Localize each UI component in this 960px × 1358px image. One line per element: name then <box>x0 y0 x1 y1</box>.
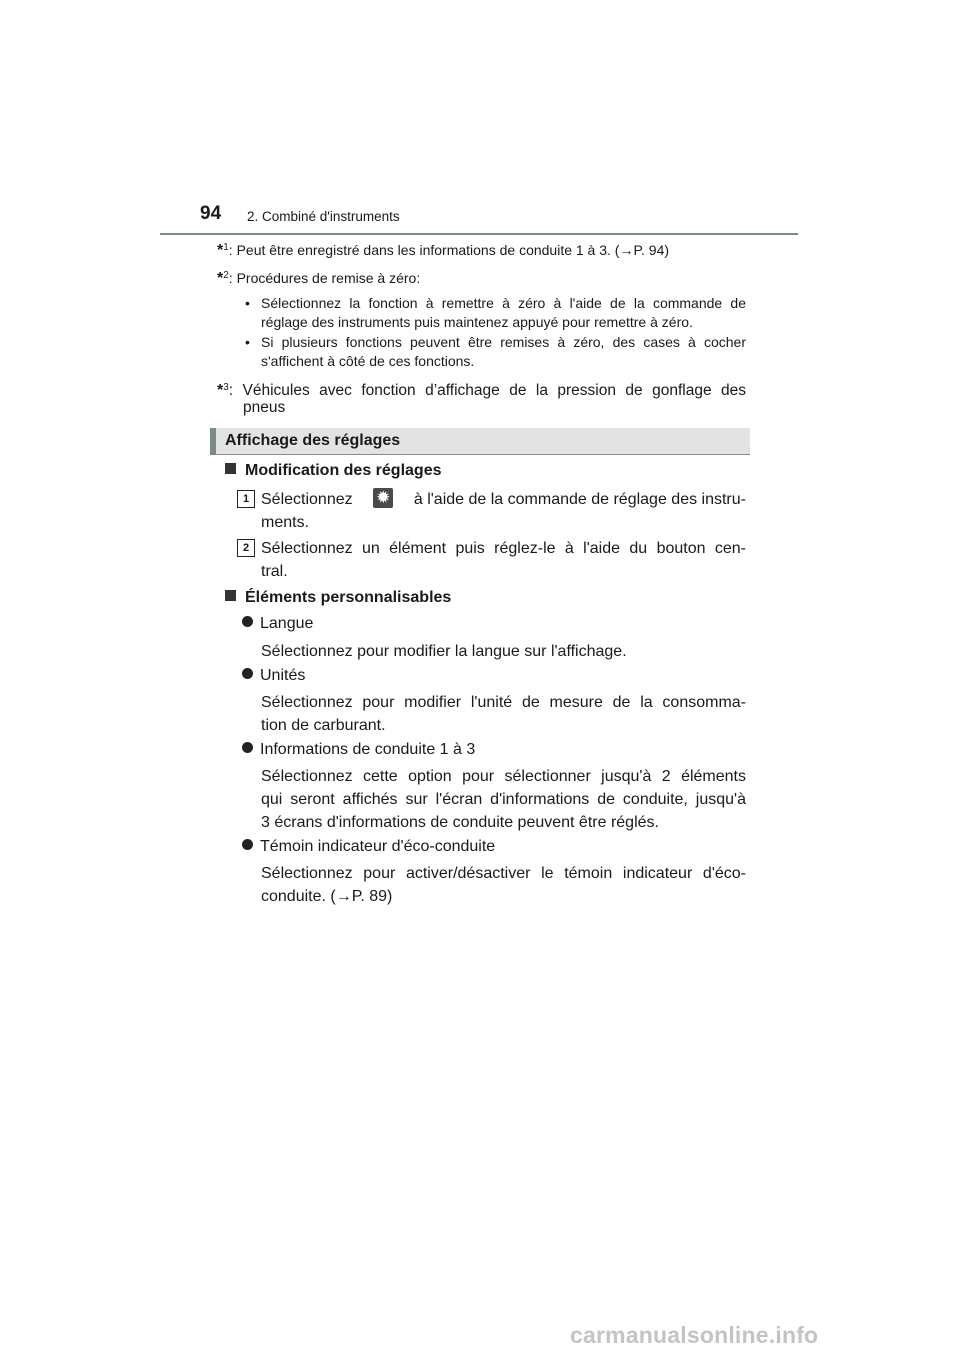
step-2-line2: tral. <box>261 563 288 580</box>
section-header: 2. Combiné d'instruments <box>247 209 400 224</box>
custom-item-desc: tion de carburant. <box>261 717 386 734</box>
reset-bullet-marker: • <box>245 334 250 350</box>
custom-item-desc: qui seront affichés sur l'écran d'informations de conduite, jusqu'à <box>261 791 746 808</box>
custom-item-title: Informations de conduite 1 à 3 <box>242 738 475 762</box>
section-title: Affichage des réglages <box>225 432 401 449</box>
footnote-2: *$^2$: Procédures de remise à zéro: <box>217 270 421 287</box>
custom-item-title: Unités <box>242 664 305 688</box>
step-2-line1: Sélectionnez un élément puis réglez-le à l'aide du bouton cen- <box>261 540 746 557</box>
watermark: carmanualsonline.info <box>570 1322 819 1348</box>
reset-bullet-2-line2: s'affichent à côté de ces fonctions. <box>261 353 475 369</box>
custom-item-desc: 3 écrans d'informations de conduite peuvent être réglés. <box>261 814 659 831</box>
custom-item-title: Témoin indicateur d'éco-conduite <box>242 835 495 859</box>
page-number: 94 <box>200 203 222 224</box>
footnote-3-line2: pneus <box>243 399 286 416</box>
custom-item-desc: Sélectionnez pour modifier la langue sur l'affichage. <box>261 643 627 660</box>
bullet-dot-icon <box>242 668 253 679</box>
section-title-bar <box>210 428 750 455</box>
footnote-1: *$^1$: Peut être enregistré dans les informations de conduite 1 à 3. (→P. 94) <box>217 242 670 259</box>
bullet-dot-icon <box>242 839 253 850</box>
bullet-dot-icon <box>242 742 253 753</box>
custom-item-desc: Sélectionnez pour activer/désactiver le témoin indicateur d'éco- <box>261 865 746 882</box>
reset-bullet-1-line2: réglage des instruments puis maintenez appuyé pour remettre à zéro. <box>261 314 693 330</box>
square-bullet-icon <box>225 463 236 474</box>
gear-icon: ✹ <box>373 488 393 508</box>
custom-item-title: Langue <box>242 612 313 636</box>
reset-bullet-2-line1: Si plusieurs fonctions peuvent être remises à zéro, des cases à cocher <box>261 334 746 350</box>
reset-bullet-1-line1: Sélectionnez la fonction à remettre à zéro à l'aide de la commande de <box>261 295 746 311</box>
custom-item-desc: Sélectionnez cette option pour sélectionner jusqu'à 2 éléments <box>261 768 746 785</box>
modification-heading: Modification des réglages <box>225 462 441 480</box>
square-bullet-icon <box>225 590 236 601</box>
section-accent <box>210 428 216 455</box>
reset-bullet-marker: • <box>245 295 250 311</box>
step-2-badge: 2 <box>237 539 255 557</box>
header-divider <box>160 233 798 235</box>
custom-item-desc: conduite. (→P. 89) <box>261 888 393 905</box>
custom-heading: Éléments personnalisables <box>225 589 451 607</box>
step-1-line1: Sélectionnez ✹ à l'aide de la commande de réglage des instru- <box>261 488 746 508</box>
step-1-badge: 1 <box>237 490 255 508</box>
step-1-line2: ments. <box>261 514 310 531</box>
footnote-3: *$^3$: Véhicules avec fonction d’affichage de la pression de gonflage des <box>217 382 746 399</box>
bullet-dot-icon <box>242 616 253 627</box>
custom-item-desc: Sélectionnez pour modifier l'unité de mesure de la consomma- <box>261 694 746 711</box>
